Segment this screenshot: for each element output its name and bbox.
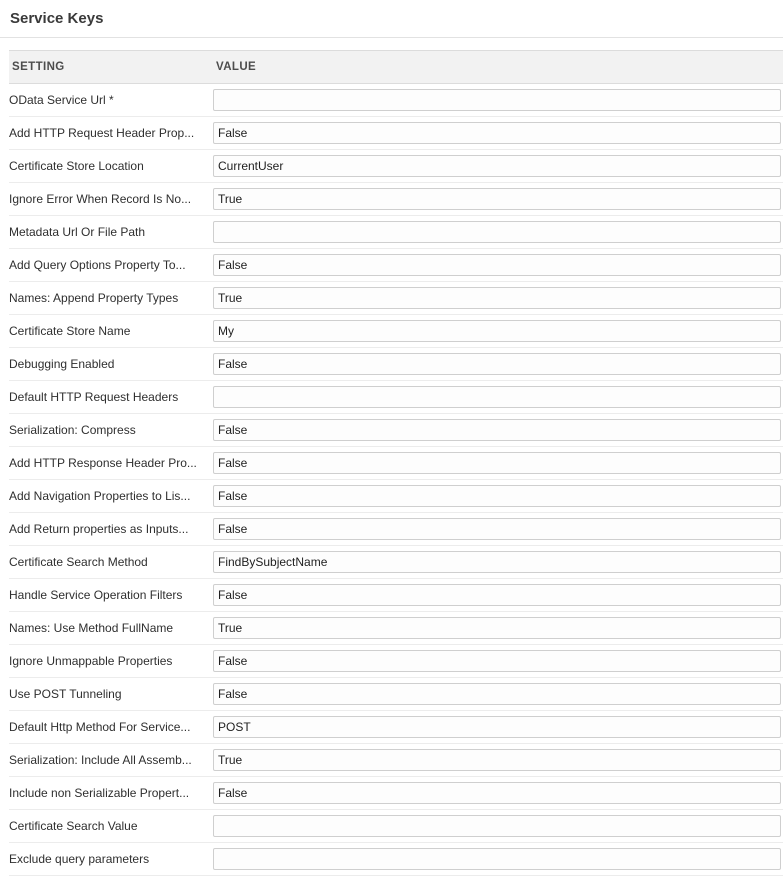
setting-value-cell xyxy=(213,777,783,810)
column-header-value: VALUE xyxy=(213,51,783,84)
setting-name: Add HTTP Request Header Prop... xyxy=(9,117,213,150)
setting-value-input[interactable] xyxy=(213,122,781,144)
setting-name: Debugging Enabled xyxy=(9,348,213,381)
setting-value-cell xyxy=(213,150,783,183)
setting-value-input[interactable] xyxy=(213,551,781,573)
table-row xyxy=(9,810,783,843)
setting-value-cell xyxy=(213,744,783,777)
table-row xyxy=(9,711,783,744)
setting-value-input[interactable] xyxy=(213,584,781,606)
setting-value-input[interactable] xyxy=(213,287,781,309)
setting-value-input[interactable] xyxy=(213,650,781,672)
setting-value-cell xyxy=(213,843,783,876)
table-row xyxy=(9,612,783,645)
setting-value-input[interactable] xyxy=(213,221,781,243)
setting-value-input[interactable] xyxy=(213,749,781,771)
table-row xyxy=(9,414,783,447)
table-row xyxy=(9,645,783,678)
setting-value-input[interactable] xyxy=(213,716,781,738)
page-title: Service Keys xyxy=(10,10,104,27)
table-row xyxy=(9,348,783,381)
setting-value-cell xyxy=(213,513,783,546)
setting-name: Names: Append Property Types xyxy=(9,282,213,315)
setting-value-cell xyxy=(213,414,783,447)
table-row xyxy=(9,480,783,513)
setting-name: Exclude query parameters xyxy=(9,843,213,876)
settings-table-head xyxy=(9,51,783,84)
table-row xyxy=(9,381,783,414)
setting-value-input[interactable] xyxy=(213,386,781,408)
setting-value-cell xyxy=(213,480,783,513)
settings-table-body xyxy=(9,84,783,876)
table-header-row xyxy=(9,51,783,84)
table-row xyxy=(9,777,783,810)
setting-name: Add Query Options Property To... xyxy=(9,249,213,282)
setting-value-cell xyxy=(213,315,783,348)
setting-name: Ignore Error When Record Is No... xyxy=(9,183,213,216)
setting-value-cell xyxy=(213,612,783,645)
table-row xyxy=(9,183,783,216)
setting-name: Add HTTP Response Header Pro... xyxy=(9,447,213,480)
setting-value-cell xyxy=(213,810,783,843)
setting-name: Certificate Search Value xyxy=(9,810,213,843)
setting-value-cell xyxy=(213,645,783,678)
setting-value-input[interactable] xyxy=(213,815,781,837)
setting-name: Metadata Url Or File Path xyxy=(9,216,213,249)
setting-value-input[interactable] xyxy=(213,782,781,804)
table-row xyxy=(9,513,783,546)
setting-value-cell xyxy=(213,579,783,612)
table-row xyxy=(9,84,783,117)
table-row xyxy=(9,744,783,777)
setting-value-input[interactable] xyxy=(213,848,781,870)
setting-name: Certificate Search Method xyxy=(9,546,213,579)
setting-name: OData Service Url * xyxy=(9,84,213,117)
setting-value-input[interactable] xyxy=(213,188,781,210)
setting-value-input[interactable] xyxy=(213,683,781,705)
table-row xyxy=(9,447,783,480)
table-row xyxy=(9,150,783,183)
table-row xyxy=(9,678,783,711)
settings-table xyxy=(9,50,783,876)
setting-value-cell xyxy=(213,216,783,249)
setting-value-cell xyxy=(213,249,783,282)
setting-name: Certificate Store Location xyxy=(9,150,213,183)
setting-name: Ignore Unmappable Properties xyxy=(9,645,213,678)
table-row xyxy=(9,117,783,150)
setting-value-input[interactable] xyxy=(213,518,781,540)
setting-value-cell xyxy=(213,282,783,315)
table-row xyxy=(9,249,783,282)
setting-value-cell xyxy=(213,546,783,579)
setting-value-cell xyxy=(213,117,783,150)
setting-name: Default HTTP Request Headers xyxy=(9,381,213,414)
setting-value-cell xyxy=(213,447,783,480)
setting-value-cell xyxy=(213,84,783,117)
setting-name: Handle Service Operation Filters xyxy=(9,579,213,612)
setting-name: Add Return properties as Inputs... xyxy=(9,513,213,546)
setting-value-cell xyxy=(213,183,783,216)
setting-name: Default Http Method For Service... xyxy=(9,711,213,744)
setting-value-input[interactable] xyxy=(213,485,781,507)
table-row xyxy=(9,546,783,579)
setting-name: Serialization: Include All Assemb... xyxy=(9,744,213,777)
setting-name: Names: Use Method FullName xyxy=(9,612,213,645)
setting-value-input[interactable] xyxy=(213,419,781,441)
setting-value-input[interactable] xyxy=(213,155,781,177)
column-header-setting: SETTING xyxy=(9,51,213,84)
setting-value-input[interactable] xyxy=(213,89,781,111)
setting-value-cell xyxy=(213,711,783,744)
setting-name: Serialization: Compress xyxy=(9,414,213,447)
setting-name: Use POST Tunneling xyxy=(9,678,213,711)
setting-value-input[interactable] xyxy=(213,353,781,375)
table-row xyxy=(9,216,783,249)
setting-value-cell xyxy=(213,678,783,711)
setting-value-input[interactable] xyxy=(213,320,781,342)
setting-value-input[interactable] xyxy=(213,254,781,276)
table-row xyxy=(9,579,783,612)
table-row xyxy=(9,315,783,348)
table-row xyxy=(9,843,783,876)
title-divider xyxy=(0,37,783,38)
setting-value-cell xyxy=(213,348,783,381)
setting-name: Certificate Store Name xyxy=(9,315,213,348)
setting-value-cell xyxy=(213,381,783,414)
setting-name: Include non Serializable Propert... xyxy=(9,777,213,810)
table-row xyxy=(9,282,783,315)
setting-value-input[interactable] xyxy=(213,452,781,474)
setting-value-input[interactable] xyxy=(213,617,781,639)
setting-name: Add Navigation Properties to Lis... xyxy=(9,480,213,513)
